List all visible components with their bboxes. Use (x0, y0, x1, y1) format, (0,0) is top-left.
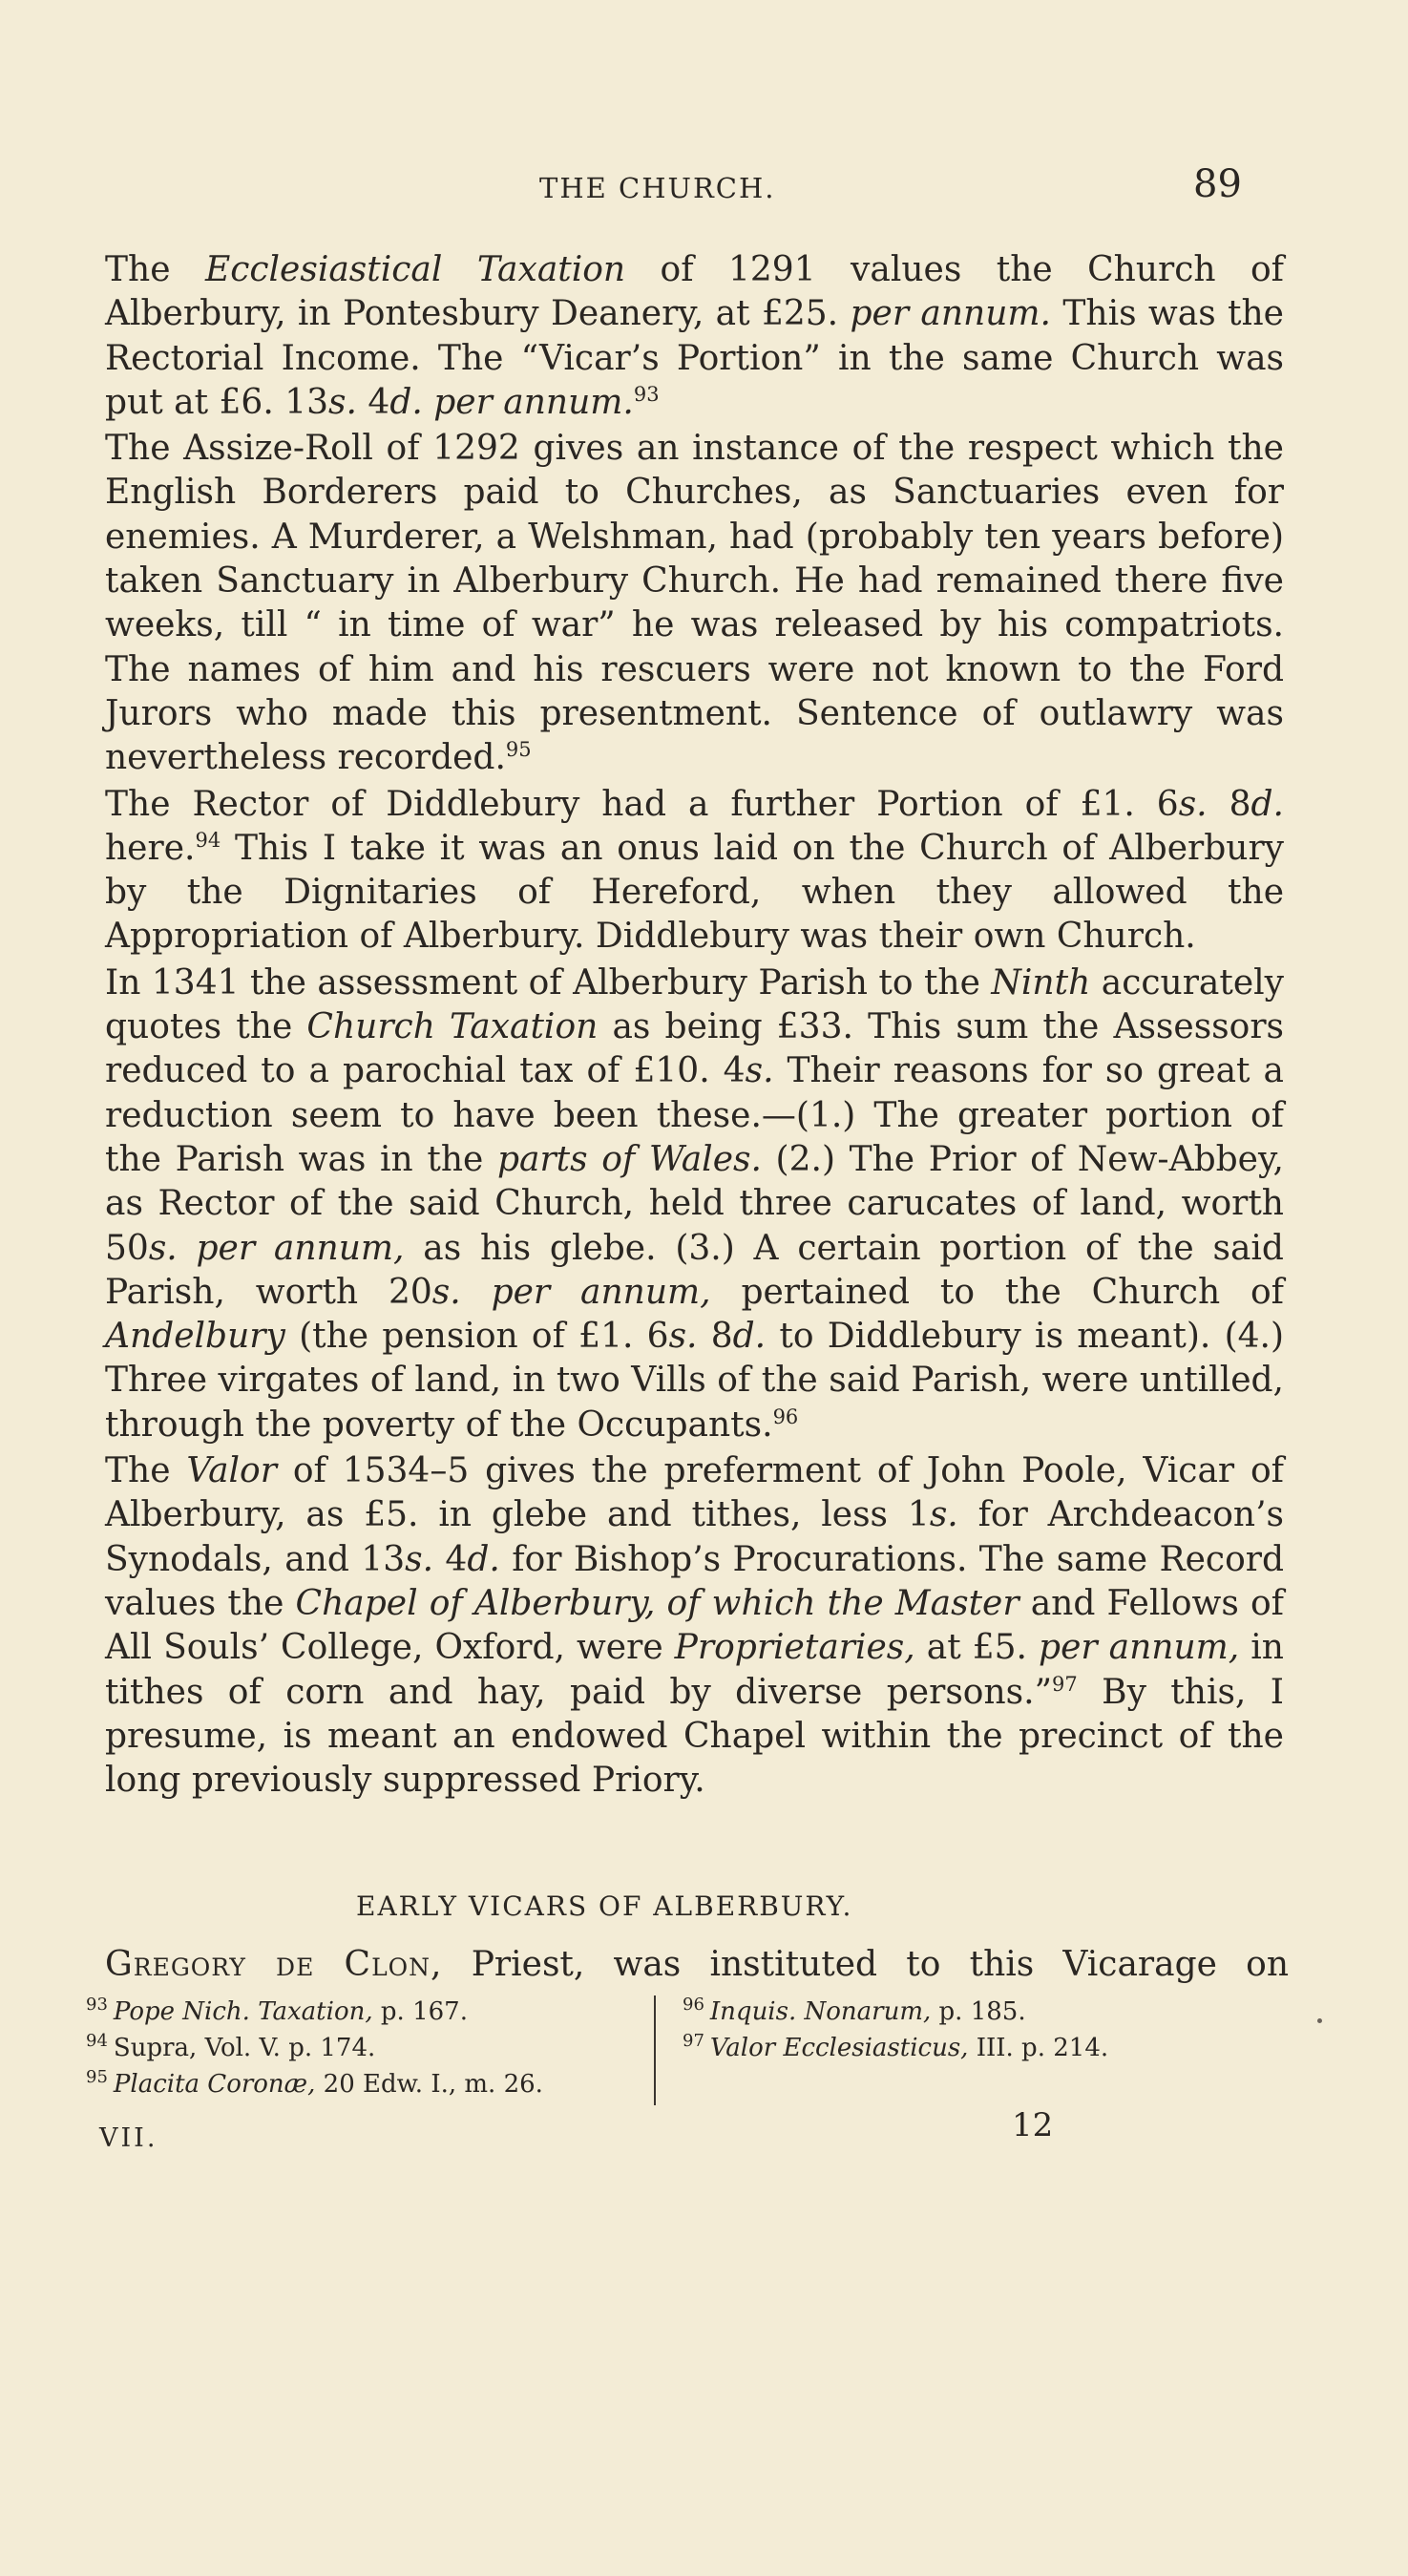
italic-text: Valor Ecclesiasticus, (709, 2034, 969, 2062)
text-run: of 1291 values the Church of Alberbury, in Pontesbury Deanery, at £25. (105, 250, 1285, 334)
italic-text: d. (467, 1539, 500, 1579)
italic-text: per annum. (433, 382, 634, 422)
text-run: III. p. 214. (968, 2034, 1109, 2062)
sheet-number: 12 (1012, 2106, 1054, 2144)
text-run: 20 Edw. I., m. 26. (315, 2070, 543, 2099)
italic-text: per annum. (850, 294, 1051, 334)
text-run: The Rector of Diddlebury had a further Portion of £1. 6 (105, 784, 1179, 824)
signature-mark: VII. (99, 2123, 158, 2153)
text-run: 4 (356, 382, 390, 422)
italic-text: d. (389, 382, 423, 422)
italic-text: s. (148, 1228, 178, 1268)
text-run (461, 1273, 492, 1312)
text-run: 4 (433, 1539, 468, 1579)
text-run: of 1534–5 gives the preferment of John Poole, Vicar of Alberbury, as £5. in glebe and tithes, less 1 (105, 1451, 1284, 1535)
text-run: This was the Rectorial Income. The “Vicar’s Portion” in the same Church was put at £6. 13 (105, 294, 1284, 422)
footnote-ref: 96 (772, 1404, 799, 1428)
running-title: THE CHURCH. (539, 172, 776, 204)
text-run (178, 1229, 197, 1268)
italic-text: per annum, (1039, 1628, 1240, 1668)
text-run (423, 383, 433, 422)
text-run: By this, I presume, is meant an endowed Chapel within the precinct of the long previously suppressed Priory. (105, 1672, 1284, 1801)
italic-text: s. (745, 1051, 774, 1091)
lead-text: Priest, was instituted to this Vicarage on (442, 1945, 1290, 1984)
section-lead-line (105, 1943, 1289, 1987)
text-run: pertained to the Church of (710, 1272, 1284, 1312)
footnotes-left (86, 1994, 630, 2102)
text-run: In 1341 the assessment of Alberbury Parish to the (105, 962, 992, 1003)
text-run: The Assize-Roll of 1292 gives an instance of the respect which the English Borderers paid to Churches, as Sanctuaries even for enemies. A Murderer, a Welshman, had (probably ten years before) taken Sanctuary in Alberbury Church. He had remained there five weeks, till “ in time of war” he was released by his compatriots. The names of him and his rescuers were not known to the Ford Jurors who made this presentment. Sentence of outlawry was nevertheless recorded. (105, 429, 1284, 778)
text-run: in tithes of corn and hay, paid by diverse persons.” (105, 1628, 1284, 1712)
section-heading: EARLY VICARS OF ALBERBURY. (356, 1890, 853, 1922)
footnote (683, 1994, 1274, 2030)
footnote-ref: 93 (633, 382, 660, 406)
text-run: p. 167. (372, 1997, 468, 2026)
italic-text: s. (929, 1495, 958, 1535)
italic-text: Chapel of Alberbury, of which the Master (295, 1583, 1019, 1623)
footnote-number: 96 (683, 1995, 704, 2016)
paragraph (105, 248, 1284, 425)
text-run: 8 (697, 1317, 733, 1357)
footnotes-right (683, 1994, 1274, 2066)
text-run: The (105, 250, 205, 289)
italic-text: d. (1250, 784, 1284, 824)
footnote (86, 2030, 630, 2066)
text-run: for Archdeacon’s Synodals, and 13 (105, 1495, 1284, 1579)
text-run: as his glebe. (3.) A certain portion of the said Parish, worth 20 (105, 1228, 1284, 1312)
text-run: (2.) The Prior of New-Abbey, as Rector of the said Church, held three carucates of land, worth 50 (105, 1139, 1284, 1268)
footnote-number: 95 (86, 2067, 108, 2088)
paragraph (105, 783, 1284, 960)
text-run: This I take it was an onus laid on the Church of Alberbury by the Dignitaries of Hereford, when they allowed the Appropriation of Alberbury. Diddlebury was their own Church. (105, 828, 1284, 957)
text-run: at £5. (914, 1628, 1040, 1668)
footnote (683, 2030, 1274, 2066)
italic-text: s. (405, 1539, 434, 1579)
italic-text: s. (431, 1272, 461, 1312)
italic-text: per annum, (196, 1228, 405, 1268)
text-run: (the pension of £1. 6 (284, 1317, 669, 1357)
text-run: to Diddlebury is meant). (4.) Three virgates of land, in two Vills of the said Parish, were untilled, through the poverty of the Occupants. (105, 1317, 1285, 1445)
vicar-name: Gregory de Clon, (105, 1945, 443, 1984)
italic-text: s. (668, 1317, 698, 1357)
italic-text: Proprietaries, (674, 1628, 915, 1668)
italic-text: Inquis. Nonarum, (709, 1997, 932, 2026)
text-run: Their reasons for so great a reduction seem to have been these.—(1.) The greater portion of the Parish was in the (105, 1051, 1285, 1179)
italic-text: parts of Wales. (496, 1139, 762, 1179)
footnote-number: 97 (683, 2031, 704, 2052)
footnote (86, 1994, 630, 2030)
page-number: 89 (1193, 162, 1242, 206)
body-text (105, 248, 1284, 1803)
italic-text: Andelbury (105, 1317, 285, 1357)
footnote-divider (654, 1995, 656, 2105)
ink-speck (1317, 2018, 1322, 2023)
text-run: accurately quotes the (105, 962, 1285, 1047)
footnote-ref: 94 (195, 828, 221, 852)
italic-text: Placita Coronæ, (113, 2070, 316, 2099)
italic-text: per annum, (491, 1272, 711, 1312)
italic-text: s. (328, 382, 357, 422)
footnote-ref: 97 (1051, 1672, 1078, 1696)
text-run: for Bishop’s Procurations. The same Record values the (105, 1539, 1284, 1623)
italic-text: d. (732, 1317, 767, 1357)
footnote-ref: 95 (505, 738, 532, 762)
text-run: here. (105, 828, 196, 868)
text-run: p. 185. (931, 1997, 1026, 2026)
footnote-number: 93 (86, 1995, 108, 2016)
paragraph (105, 961, 1284, 1447)
italic-text: s. (1178, 784, 1208, 824)
italic-text: Ninth (991, 962, 1091, 1003)
text-run: and Fellows of All Souls’ College, Oxford, were (105, 1583, 1284, 1668)
italic-text: Pope Nich. Taxation, (113, 1997, 373, 2026)
text-run: The (105, 1451, 187, 1491)
footnote (86, 2066, 630, 2102)
italic-text: Church Taxation (306, 1007, 599, 1047)
paragraph (105, 1449, 1284, 1803)
footnote-number: 94 (86, 2031, 108, 2052)
text-run: as being £33. This sum the Assessors reduced to a parochial tax of £10. 4 (105, 1007, 1285, 1091)
italic-text: Valor (186, 1451, 277, 1491)
text-run: 8 (1207, 784, 1251, 824)
text-run: Supra, Vol. V. p. 174. (113, 2034, 376, 2062)
italic-text: Ecclesiastical Taxation (204, 250, 626, 289)
paragraph (105, 427, 1284, 780)
